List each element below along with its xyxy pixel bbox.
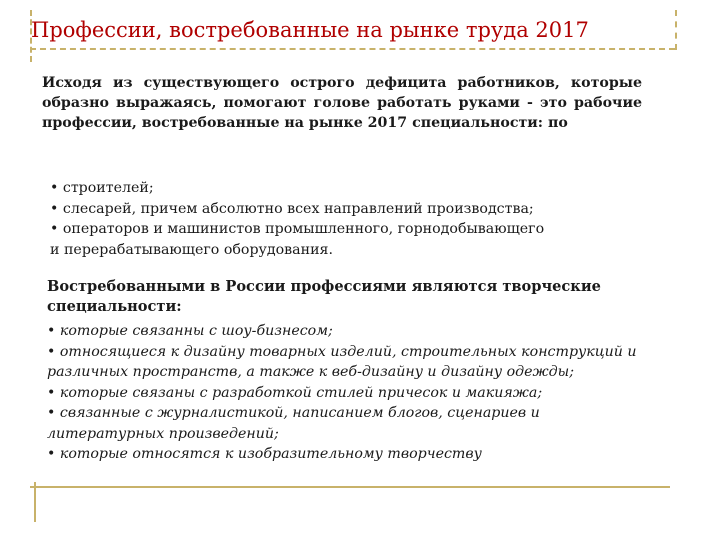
creative-heading: Востребованными в России профессиями являются творческие специальности:	[47, 278, 601, 315]
list-item: • которые связанны с шоу-бизнесом;	[47, 323, 333, 339]
intro-paragraph: Исходя из существующего острого дефицита работников, которые образно выражаясь, помогают голове работать руками - это рабочие профессии, востребованные на рынке 2017 специальности: по	[42, 75, 642, 131]
workers-list	[50, 178, 650, 260]
frame-top-line	[30, 48, 675, 50]
list-item: • строителей;	[50, 180, 154, 196]
list-item: • связанные с журналистикой, написанием блогов, сценариев и	[47, 405, 540, 421]
list-item: различных пространств, а также к веб-дизайну и дизайну одежды;	[47, 364, 575, 380]
frame-bottom-left-line	[34, 482, 36, 522]
list-item: • которые связаны с разработкой стилей причесок и макияжа;	[47, 384, 543, 401]
list-item: и перерабатывающего оборудования.	[50, 241, 333, 258]
list-item: • слесарей, причем абсолютно всех направлений производства;	[50, 200, 534, 217]
slide-title: Профессии, востребованные на рынке труда 2017	[31, 18, 589, 42]
creative-list	[47, 321, 715, 465]
list-item: литературных произведений;	[47, 425, 279, 442]
list-item: • которые относятся к изобразительному творчеству	[47, 446, 482, 462]
list-item: • операторов и машинистов промышленного, горнодобывающего	[50, 221, 545, 237]
frame-bottom-line	[30, 486, 670, 488]
list-item: • относящиеся к дизайну товарных изделий, строительных конструкций и	[47, 343, 637, 360]
